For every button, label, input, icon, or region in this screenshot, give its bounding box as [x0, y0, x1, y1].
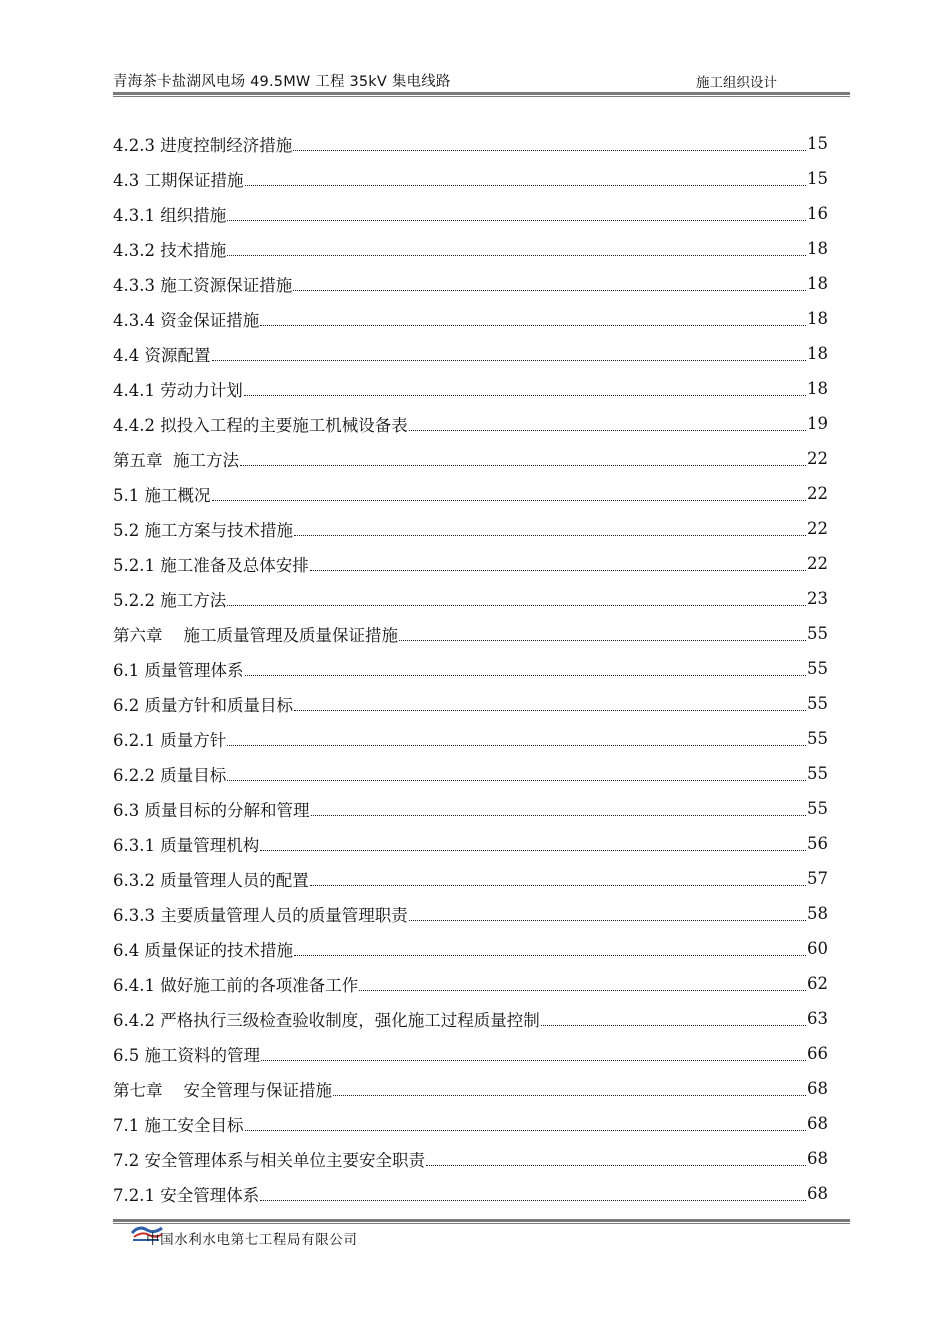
toc-entry[interactable]	[113, 1141, 828, 1176]
toc-entry-title: 4.4.2 拟投入工程的主要施工机械设备表	[113, 415, 408, 435]
table-of-contents	[113, 126, 828, 1211]
toc-entry-page-number: 19	[807, 414, 828, 433]
toc-entry-title: 7.1 施工安全目标	[113, 1115, 244, 1135]
toc-entry-title: 5.2.1 施工准备及总体安排	[113, 555, 309, 575]
toc-entry-title: 6.3.3 主要质量管理人员的质量管理职责	[113, 905, 408, 925]
toc-dot-leader	[310, 569, 806, 571]
toc-dot-leader	[244, 394, 806, 396]
toc-dot-leader	[212, 359, 807, 361]
toc-entry-page-number: 66	[807, 1044, 828, 1063]
toc-entry[interactable]	[113, 231, 828, 266]
toc-dot-leader	[333, 1094, 806, 1096]
toc-entry-title: 7.2.1 安全管理体系	[113, 1185, 260, 1205]
toc-entry[interactable]	[113, 1176, 828, 1211]
toc-dot-leader	[409, 919, 806, 921]
toc-dot-leader	[426, 1164, 806, 1166]
toc-entry-page-number: 18	[807, 239, 828, 258]
document-type: 施工组织设计	[696, 75, 777, 91]
toc-dot-leader	[359, 989, 806, 991]
toc-entry-page-number: 68	[807, 1114, 828, 1133]
toc-entry-title: 6.4 质量保证的技术措施	[113, 940, 293, 960]
toc-entry-title: 第五章 施工方法	[113, 450, 239, 470]
toc-entry[interactable]	[113, 826, 828, 861]
toc-dot-leader	[227, 254, 806, 256]
toc-dot-leader	[310, 884, 806, 886]
toc-entry[interactable]	[113, 371, 828, 406]
header-rule-thin	[113, 96, 850, 97]
toc-dot-leader	[261, 1059, 806, 1061]
toc-dot-leader	[245, 1129, 807, 1131]
header-rule-thick	[113, 92, 850, 95]
toc-dot-leader	[212, 499, 807, 501]
toc-entry-title: 4.4 资源配置	[113, 345, 211, 365]
toc-dot-leader	[399, 639, 806, 641]
toc-dot-leader	[227, 219, 806, 221]
toc-dot-leader	[293, 149, 806, 151]
toc-entry[interactable]	[113, 546, 828, 581]
toc-entry-title: 6.3 质量目标的分解和管理	[113, 800, 310, 820]
toc-entry-page-number: 18	[807, 379, 828, 398]
toc-dot-leader	[227, 779, 806, 781]
toc-entry[interactable]	[113, 931, 828, 966]
toc-entry[interactable]	[113, 791, 828, 826]
footer-company-name: 中国水利水电第七工程局有限公司	[146, 1232, 358, 1248]
toc-entry-title: 6.1 质量管理体系	[113, 660, 244, 680]
toc-entry[interactable]	[113, 581, 828, 616]
toc-dot-leader	[260, 1199, 806, 1201]
toc-entry[interactable]	[113, 1071, 828, 1106]
toc-entry-page-number: 55	[807, 799, 828, 818]
toc-entry-page-number: 15	[807, 134, 828, 153]
toc-entry-title: 6.4.1 做好施工前的各项准备工作	[113, 975, 359, 995]
toc-entry-page-number: 55	[807, 729, 828, 748]
toc-entry-page-number: 22	[807, 484, 828, 503]
toc-entry[interactable]	[113, 336, 828, 371]
toc-dot-leader	[294, 709, 806, 711]
toc-entry[interactable]	[113, 406, 828, 441]
toc-entry[interactable]	[113, 966, 828, 1001]
toc-dot-leader	[227, 604, 806, 606]
toc-dot-leader	[541, 1024, 806, 1026]
toc-dot-leader	[227, 744, 806, 746]
toc-entry-title: 4.3.2 技术措施	[113, 240, 227, 260]
toc-dot-leader	[293, 289, 806, 291]
toc-entry-title: 6.2 质量方针和质量目标	[113, 695, 293, 715]
toc-entry-page-number: 62	[807, 974, 828, 993]
project-title: 青海茶卡盐湖风电场 49.5MW 工程 35kV 集电线路	[113, 74, 451, 90]
toc-entry-title: 6.2.1 质量方针	[113, 730, 227, 750]
toc-entry[interactable]	[113, 721, 828, 756]
toc-entry-title: 4.3 工期保证措施	[113, 170, 244, 190]
toc-entry-title: 第六章 施工质量管理及质量保证措施	[113, 625, 398, 645]
toc-dot-leader	[245, 674, 807, 676]
toc-entry-page-number: 22	[807, 519, 828, 538]
toc-entry-title: 6.2.2 质量目标	[113, 765, 227, 785]
toc-dot-leader	[260, 849, 806, 851]
toc-entry-page-number: 68	[807, 1149, 828, 1168]
toc-entry-page-number: 55	[807, 694, 828, 713]
toc-entry-page-number: 22	[807, 554, 828, 573]
page-header	[113, 70, 850, 92]
toc-dot-leader	[409, 429, 806, 431]
toc-entry-page-number: 57	[807, 869, 828, 888]
toc-entry-page-number: 18	[807, 309, 828, 328]
toc-entry-title: 4.3.4 资金保证措施	[113, 310, 260, 330]
toc-dot-leader	[311, 814, 807, 816]
toc-entry[interactable]	[113, 196, 828, 231]
toc-entry-title: 6.3.1 质量管理机构	[113, 835, 260, 855]
toc-entry[interactable]	[113, 1106, 828, 1141]
toc-entry[interactable]	[113, 266, 828, 301]
toc-entry[interactable]	[113, 861, 828, 896]
toc-entry[interactable]	[113, 441, 828, 476]
toc-entry-page-number: 55	[807, 659, 828, 678]
toc-entry-title: 5.2 施工方案与技术措施	[113, 520, 293, 540]
toc-entry-page-number: 68	[807, 1079, 828, 1098]
footer-rule-thin	[113, 1223, 850, 1224]
toc-dot-leader	[294, 954, 806, 956]
toc-entry-page-number: 68	[807, 1184, 828, 1203]
toc-entry[interactable]	[113, 686, 828, 721]
toc-entry-page-number: 55	[807, 624, 828, 643]
toc-entry-title: 6.5 施工资料的管理	[113, 1045, 260, 1065]
toc-entry[interactable]	[113, 651, 828, 686]
toc-entry-page-number: 16	[807, 204, 828, 223]
toc-dot-leader	[240, 464, 806, 466]
toc-entry-page-number: 58	[807, 904, 828, 923]
toc-entry-page-number: 18	[807, 344, 828, 363]
toc-entry-title: 5.2.2 施工方法	[113, 590, 227, 610]
toc-entry[interactable]	[113, 476, 828, 511]
toc-entry-page-number: 22	[807, 449, 828, 468]
toc-entry-title: 6.4.2 严格执行三级检查验收制度，强化施工过程质量控制	[113, 1010, 540, 1030]
toc-entry[interactable]	[113, 161, 828, 196]
toc-entry-title: 5.1 施工概况	[113, 485, 211, 505]
toc-entry-title: 4.2.3 进度控制经济措施	[113, 135, 293, 155]
toc-entry-page-number: 55	[807, 764, 828, 783]
toc-entry[interactable]	[113, 301, 828, 336]
toc-entry[interactable]	[113, 896, 828, 931]
toc-dot-leader	[245, 184, 807, 186]
toc-entry[interactable]	[113, 756, 828, 791]
toc-entry[interactable]	[113, 616, 828, 651]
toc-entry-title: 第七章 安全管理与保证措施	[113, 1080, 332, 1100]
toc-entry-title: 4.3.1 组织措施	[113, 205, 227, 225]
toc-entry-title: 6.3.2 质量管理人员的配置	[113, 870, 309, 890]
toc-entry-page-number: 56	[807, 834, 828, 853]
toc-entry-page-number: 18	[807, 274, 828, 293]
toc-entry-page-number: 23	[807, 589, 828, 608]
footer-rule-thick	[113, 1219, 850, 1222]
toc-entry-title: 7.2 安全管理体系与相关单位主要安全职责	[113, 1150, 425, 1170]
toc-entry-title: 4.4.1 劳动力计划	[113, 380, 243, 400]
toc-entry-page-number: 60	[807, 939, 828, 958]
toc-entry[interactable]	[113, 126, 828, 161]
toc-entry-title: 4.3.3 施工资源保证措施	[113, 275, 293, 295]
toc-entry[interactable]	[113, 1001, 828, 1036]
toc-entry-page-number: 15	[807, 169, 828, 188]
toc-dot-leader	[294, 534, 806, 536]
toc-entry[interactable]	[113, 511, 828, 546]
toc-dot-leader	[260, 324, 806, 326]
toc-entry[interactable]	[113, 1036, 828, 1071]
toc-entry-page-number: 63	[807, 1009, 828, 1028]
